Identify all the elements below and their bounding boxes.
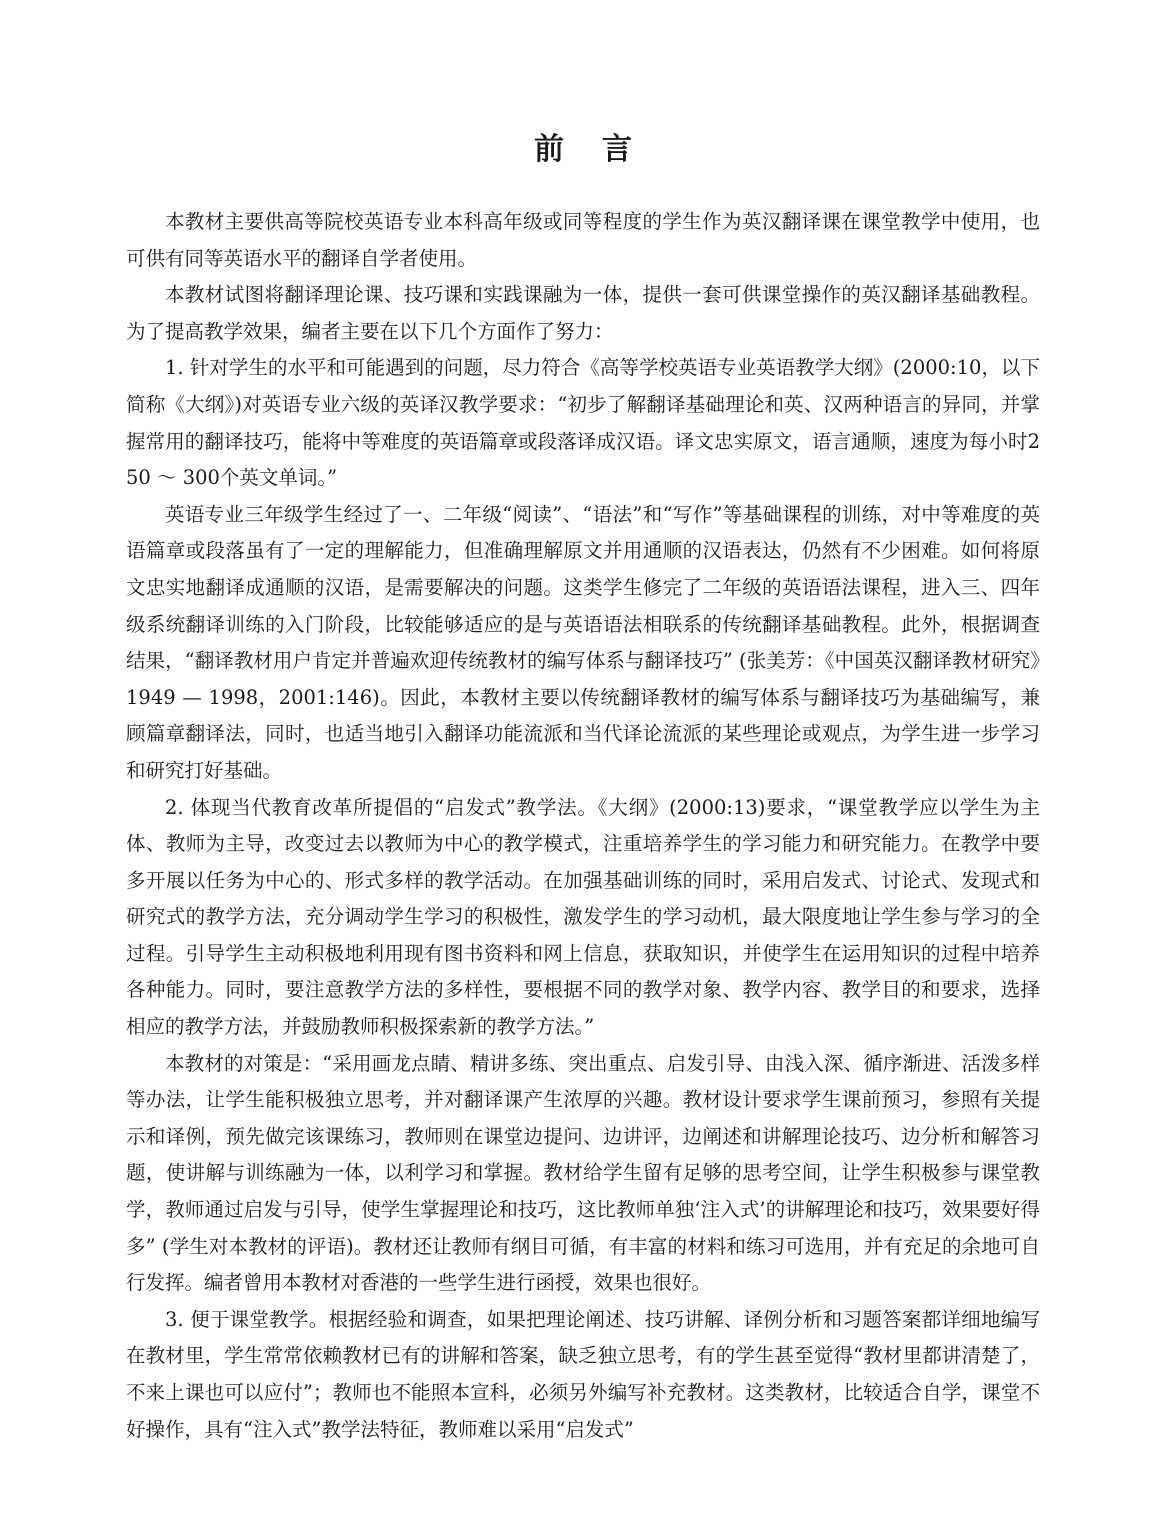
- document-page: [126, 0, 1040, 1524]
- paragraph: 本教材的对策是：“采用画龙点睛、精讲多练、突出重点、启发引导、由浅入深、循序渐进、活泼多样等办法，让学生能积极独立思考，并对翻译课产生浓厚的兴趣。教材设计要求学生课前预习，参照有关提示和译例，预先做完该课练习，教师则在课堂边提问、边讲评，边阐述和讲解理论技巧、边分析和解答习题，使讲解与训练融为一体，以利学习和掌握。教材给学生留有足够的思考空间，让学生积极参与课堂教学，教师通过启发与引导，使学生掌握理论和技巧，这比教师单独‘注入式’的讲解理论和技巧，效果要好得多” (学生对本教材的评语)。教材还让教师有纲目可循，有丰富的材料和练习可选用，并有充足的余地可自行发挥。编者曾用本教材对香港的一些学生进行函授，效果也很好。: [126, 1051, 1040, 1295]
- preface-body: [126, 204, 1040, 1448]
- paragraph: 3. 便于课堂教学。根据经验和调查，如果把理论阐述、技巧讲解、译例分析和习题答案都详细地编写在教材里，学生常常依赖教材已有的讲解和答案，缺乏独立思考，有的学生甚至觉得“教材里都讲清楚了，不来上课也可以应付”；教师也不能照本宣科，必须另外编写补充教材。这类教材，比较适合自学，课堂不好操作，具有“注入式”教学法特征，教师难以采用“启发式”: [126, 1307, 1040, 1441]
- paragraph: 2. 体现当代教育改革所提倡的“启发式”教学法。《大纲》(2000:13)要求，“课堂教学应以学生为主体、教师为主导，改变过去以教师为中心的教学模式，注重培养学生的学习能力和研究能力。在教学中要多开展以任务为中心的、形式多样的教学活动。在加强基础训练的同时，采用启发式、讨论式、发现式和研究式的教学方法，充分调动学生学习的积极性，激发学生的学习动机，最大限度地让学生参与学习的全过程。引导学生主动积极地利用现有图书资料和网上信息，获取知识，并使学生在运用知识的过程中培养各种能力。同时，要注意教学方法的多样性，要根据不同的教学对象、教学内容、教学目的和要求，选择相应的教学方法，并鼓励教师积极探索新的教学方法。”: [126, 795, 1040, 1039]
- paragraph: 1. 针对学生的水平和可能遇到的问题，尽力符合《高等学校英语专业英语教学大纲》(2000:10，以下简称《大纲》)对英语专业六级的英译汉教学要求：“初步了解翻译基础理论和英、汉两种语言的异同，并掌握常用的翻译技巧，能将中等难度的英语篇章或段落译成汉语。译文忠实原文，语言通顺，速度为每小时250 ～ 300个英文单词。”: [126, 356, 1040, 490]
- paragraph: 英语专业三年级学生经过了一、二年级“阅读”、“语法”和“写作”等基础课程的训练，对中等难度的英语篇章或段落虽有了一定的理解能力，但准确理解原文并用通顺的汉语表达，仍然有不少困难。如何将原文忠实地翻译成通顺的汉语，是需要解决的问题。这类学生修完了二年级的英语语法课程，进入三、四年级系统翻译训练的入门阶段，比较能够适应的是与英语语法相联系的传统翻译基础教程。此外，根据调查结果，“翻译教材用户肯定并普遍欢迎传统教材的编写体系与翻译技巧” (张美芳：《中国英汉翻译教材研究》1949 — 1998，2001:146)。因此，本教材主要以传统翻译教材的编写体系与翻译技巧为基础编写，兼顾篇章翻译法，同时，也适当地引入翻译功能流派和当代译论流派的某些理论或观点，为学生进一步学习和研究打好基础。: [126, 502, 1040, 782]
- paragraph: 本教材主要供高等院校英语专业本科高年级或同等程度的学生作为英汉翻译课在课堂教学中使用，也可供有同等英语水平的翻译自学者使用。: [126, 210, 1040, 270]
- page-title: 前言: [534, 132, 670, 167]
- paragraph: 本教材试图将翻译理论课、技巧课和实践课融为一体，提供一套可供课堂操作的英汉翻译基础教程。为了提高教学效果，编者主要在以下几个方面作了努力：: [126, 283, 1040, 343]
